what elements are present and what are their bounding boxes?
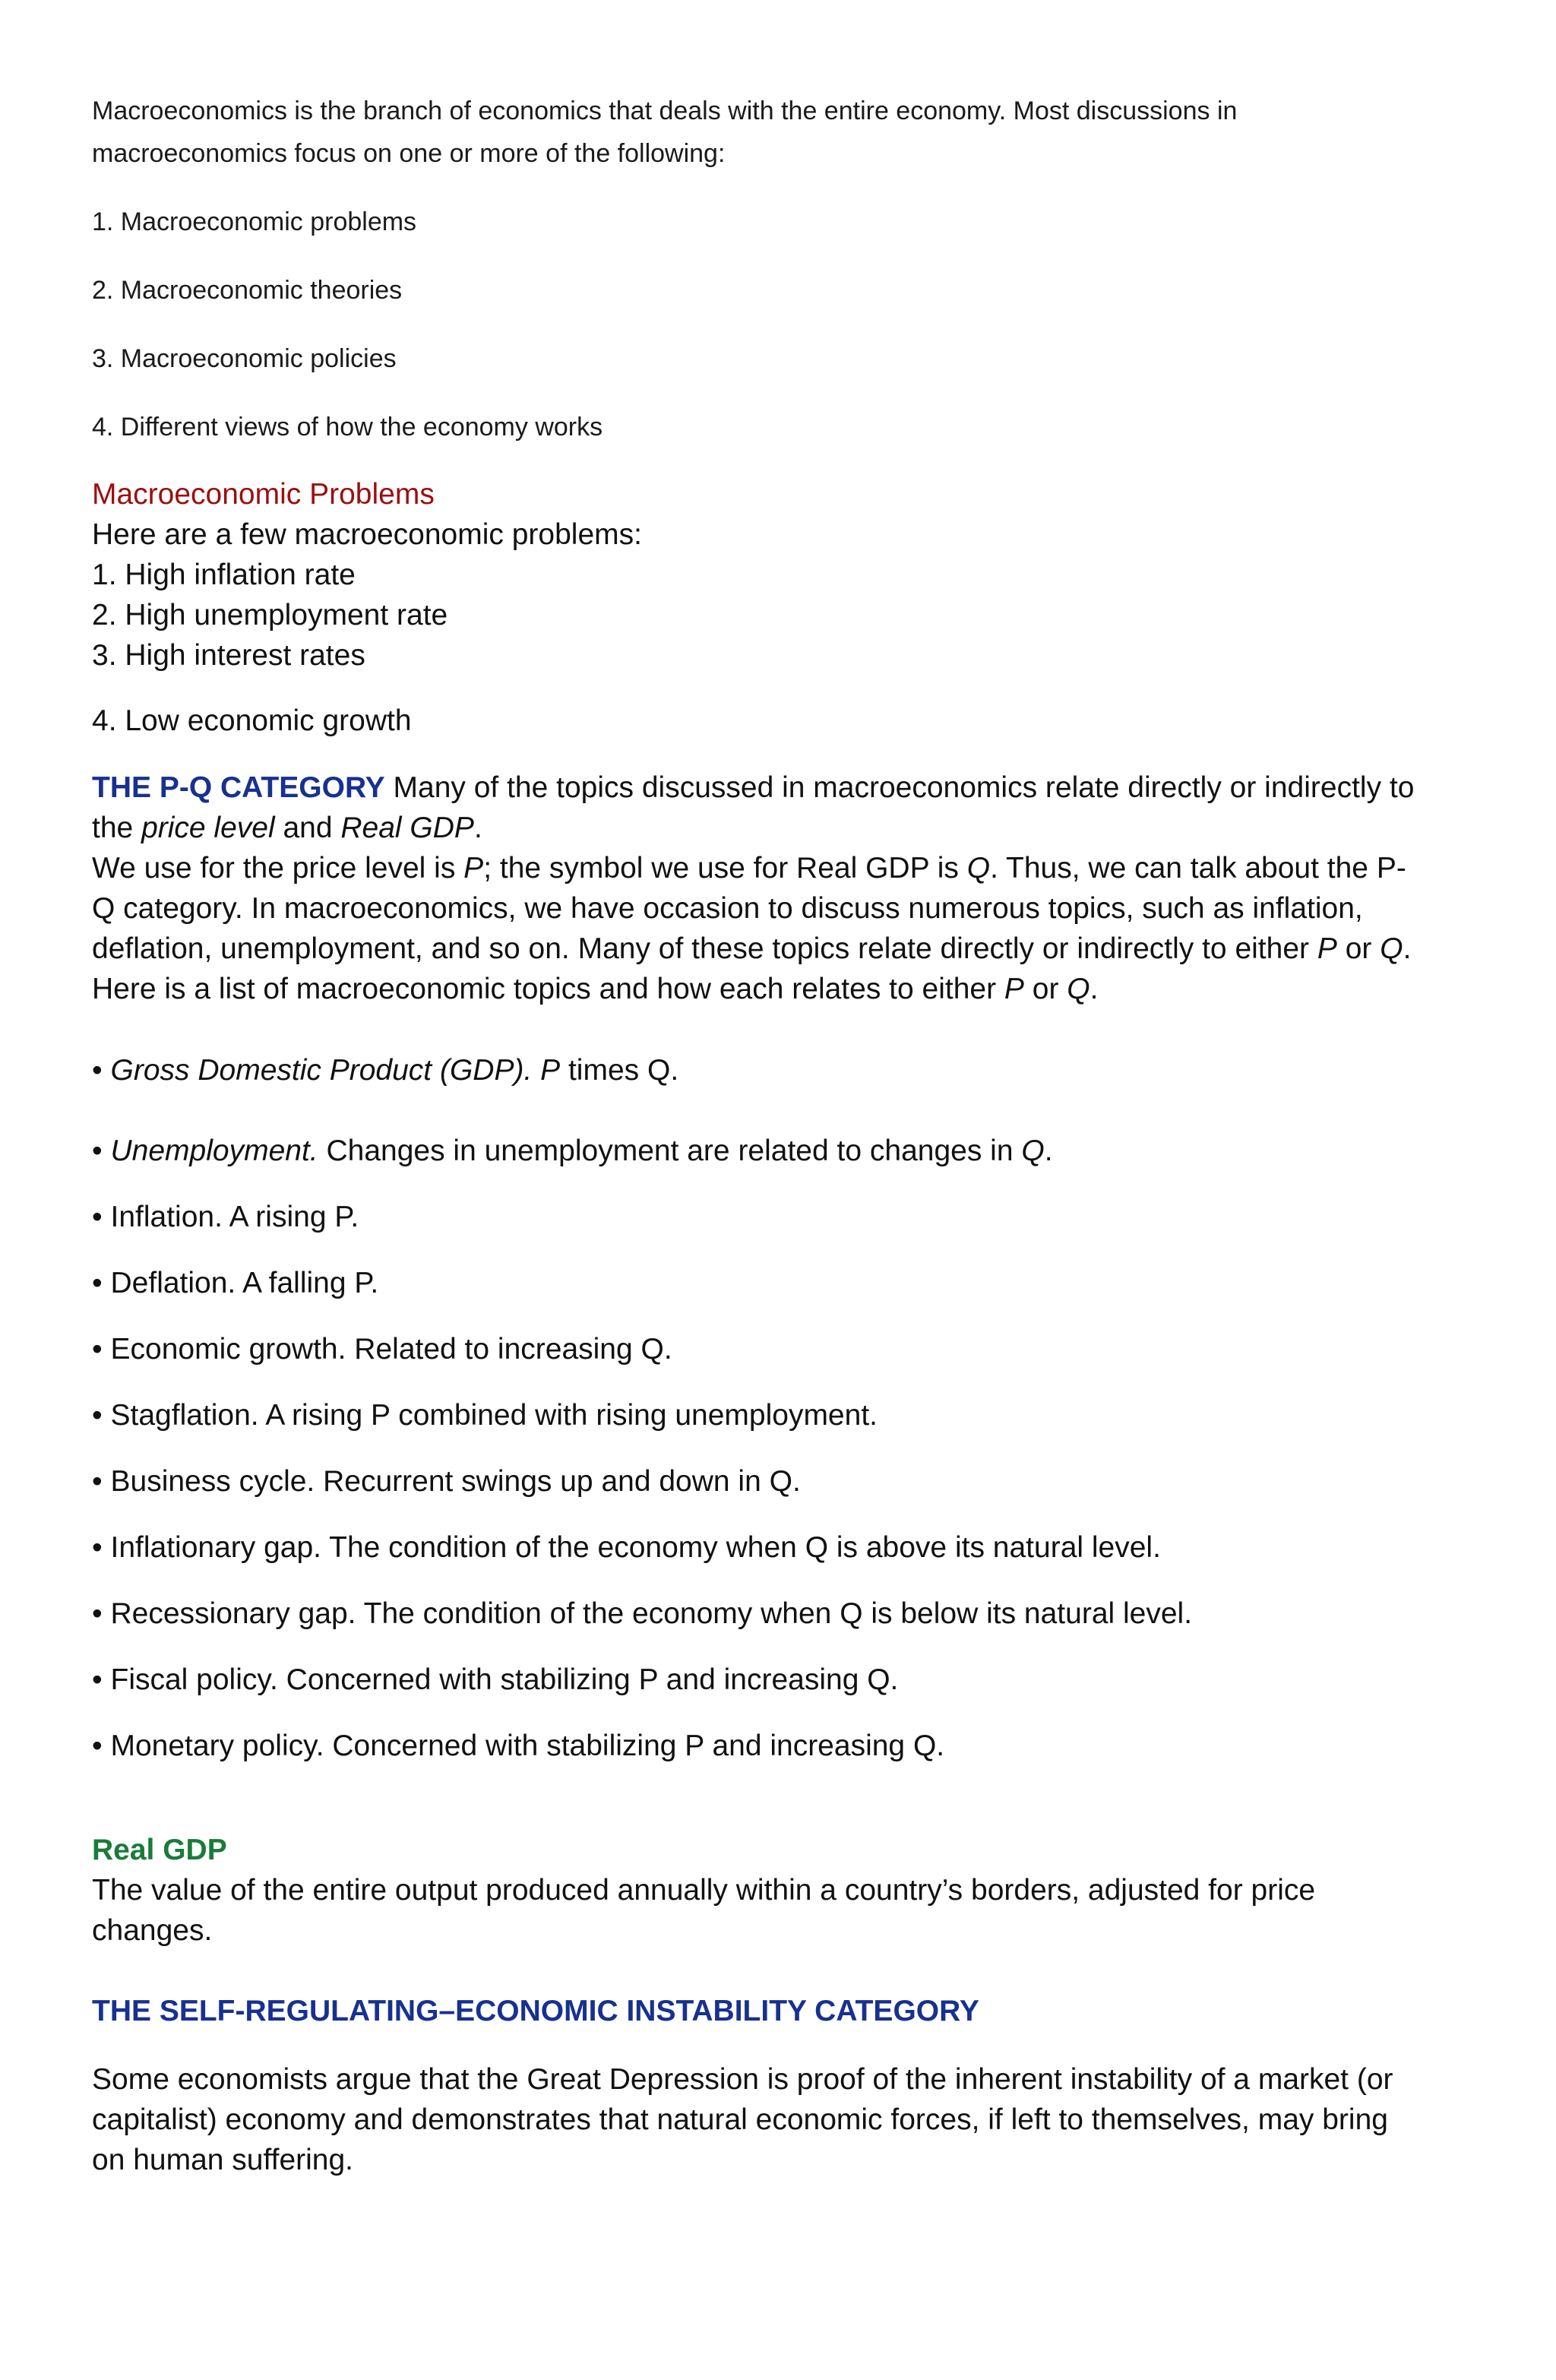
pq-bullet-text: Inflationary gap. The condition of the economy when Q is above its natural level. [110,1531,1161,1564]
pq-bullet-gdp [92,1050,1460,1090]
pq-line-1 [92,767,1460,808]
pq-italic-term: P [1317,932,1337,965]
pq-text: or [1336,932,1380,965]
self-regulating-line-2: capitalist) economy and demonstrates that natural economic forces, if left to themselves, may bring [92,2103,1388,2136]
intro-line-2: macroeconomics focus on one or more of the following: [92,139,726,168]
pq-text: We use for the price level is [92,852,464,885]
pq-heading: THE P-Q CATEGORY [92,771,385,804]
pq-bullet-text: Recessionary gap. The condition of the economy when Q is below its natural level. [110,1597,1193,1630]
pq-line-5 [92,929,1460,969]
pq-italic-term: price level [141,812,275,844]
pq-bullet-text: . [670,1054,679,1087]
pq-text: . [1403,932,1412,965]
pq-bullet [92,1461,1460,1502]
self-regulating-line-1: Some economists argue that the Great Depression is proof of the inherent instability of a market (or [92,2063,1393,2096]
pq-line-4: Q category. In macroeconomics, we have occasion to discuss numerous topics, such as inflation, [92,892,1363,925]
problems-list-item: 3. High interest rates [92,639,365,672]
pq-italic-term: Q [1380,932,1403,965]
intro-list-item: 2. Macroeconomic theories [92,276,403,305]
pq-paragraph [92,767,1460,1009]
pq-bullet-text: Deflation. A falling P. [110,1267,379,1299]
pq-line-3 [92,848,1460,888]
pq-text: Here is a list of macroeconomic topics and how each relates to either [92,973,1004,1005]
pq-bullet [92,1329,1460,1369]
self-regulating-heading: THE SELF-REGULATING–ECONOMIC INSTABILITY CATEGORY [92,1995,979,2027]
pq-text: the [92,812,142,844]
bullet-glyph: • [92,1465,103,1498]
real-gdp-definition [92,1870,1460,1951]
pq-bullet [92,1395,1460,1435]
intro-list-item: 1. Macroeconomic problems [92,207,417,236]
problems-list-item: 2. High unemployment rate [92,599,448,631]
bullet-glyph: • [92,1399,103,1432]
problems-heading: Macroeconomic Problems [92,478,435,511]
pq-bullet [92,1660,1460,1700]
pq-bullet-text: Stagflation. A rising P combined with rising unemployment. [110,1399,878,1432]
pq-bullet [92,1726,1460,1766]
intro-list-item: 4. Different views of how the economy works [92,413,603,442]
pq-line-1-text: Many of the topics discussed in macroeconomics relate directly or indirectly to [384,771,1415,804]
problems-lead: Here are a few macroeconomic problems: [92,518,642,551]
real-gdp-line-1: The value of the entire output produced annually within a country’s borders, adjusted for price [92,1874,1316,1907]
pq-italic-term: Real GDP [340,812,474,844]
bullet-glyph: • [92,1135,103,1167]
pq-bullet-text: Monetary policy. Concerned with stabilizing P and increasing Q. [110,1730,945,1762]
pq-bullet-text: . [1044,1135,1053,1167]
intro-paragraph [92,90,1460,175]
problems-list-item: 1. High inflation rate [92,559,356,591]
bullet-glyph: • [92,1333,103,1366]
pq-bullet-text: times [560,1054,647,1087]
real-gdp-heading: Real GDP [92,1834,227,1866]
self-regulating-line-3: on human suffering. [92,2144,354,2176]
pq-bullet-text: Fiscal policy. Concerned with stabilizing P and increasing Q. [110,1663,899,1696]
pq-bullet-text: Inflation. A rising P. [110,1201,359,1233]
pq-italic-term: P [1004,973,1024,1005]
pq-line-6 [92,969,1460,1009]
bullet-glyph: • [92,1201,103,1233]
pq-bullet-italic: Q [1021,1135,1045,1167]
pq-bullet-unemployment [92,1131,1460,1171]
pq-bullet-italic: Gross Domestic Product (GDP). P [110,1054,561,1087]
pq-text: . [473,812,482,844]
pq-bullet-italic: Unemployment. [110,1135,318,1167]
pq-italic-term: Q [1067,973,1090,1005]
pq-italic-term: Q [966,852,991,885]
pq-bullet [92,1527,1460,1568]
pq-bullet [92,1594,1460,1634]
pq-text: ; the symbol we use for Real GDP is [483,852,967,885]
pq-bullet-text: Changes in unemployment are related to changes in [318,1135,1022,1167]
real-gdp-line-2: changes. [92,1914,213,1947]
pq-bullet-text: Business cycle. Recurrent swings up and down in Q. [110,1465,801,1498]
self-regulating-paragraph [92,2059,1460,2180]
intro-line-1: Macroeconomics is the branch of economics that deals with the entire economy. Most discussions in [92,97,1238,125]
pq-bullet [92,1263,1460,1303]
bullet-glyph: • [92,1730,103,1762]
pq-bullet-text: Q [647,1054,671,1087]
pq-bullet-text: Economic growth. Related to increasing Q. [110,1333,672,1366]
pq-bullet [92,1197,1460,1237]
bullet-glyph: • [92,1267,103,1299]
bullet-glyph: • [92,1663,103,1696]
bullet-glyph: • [92,1054,103,1087]
bullet-glyph: • [92,1597,103,1630]
intro-list-item: 3. Macroeconomic policies [92,344,397,373]
bullet-glyph: • [92,1531,103,1564]
pq-text: or [1023,973,1067,1005]
pq-text: . Thus, we can talk about the P- [990,852,1406,885]
pq-text: . [1090,973,1099,1005]
pq-text: and [274,812,341,844]
problems-list-item: 4. Low economic growth [92,704,412,737]
pq-line-2 [92,808,1460,848]
pq-italic-term: P [463,852,484,885]
pq-text: deflation, unemployment, and so on. Many of these topics relate directly or indirectly to either [92,932,1317,965]
